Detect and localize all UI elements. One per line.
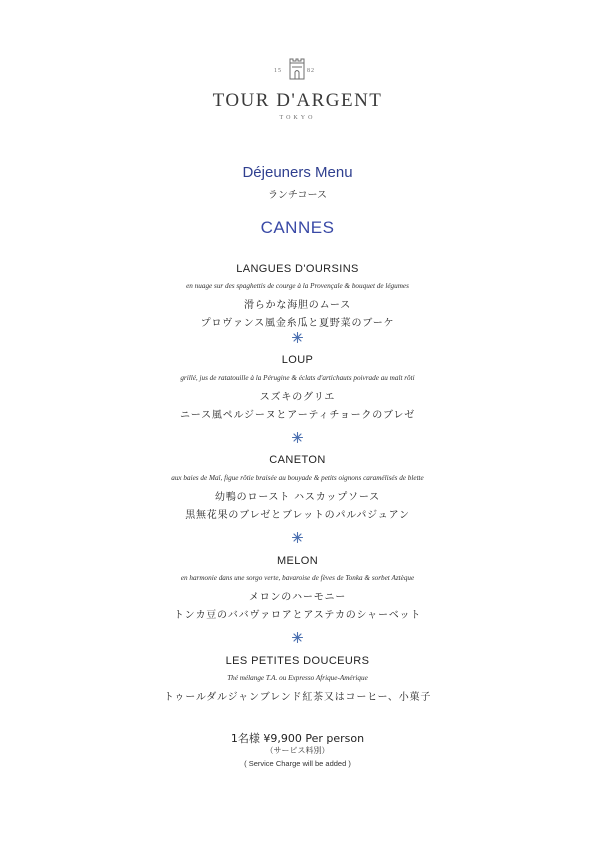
dish-detail-jp: トンカ豆のババヴァロアとアステカのシャーベット [173, 610, 422, 621]
dish-title: LANGUES D'OURSINS [236, 263, 359, 275]
dish-description: Thé mélange T.A. ou Expresso Afrique-Amérique [227, 674, 368, 682]
dish-title: LOUP [281, 354, 314, 366]
restaurant-name: TOUR D'ARGENT [212, 90, 383, 111]
dish-name-jp: 滑らかな海胆のムース [244, 300, 351, 311]
price-line: 1名様 ¥9,900 Per person [230, 732, 365, 745]
dish-description: en harmonie dans une sorgo verte, bavaroise de fèves de Tonka & sorbet Aztèque [180, 574, 415, 582]
service-charge-note-jp: （サービス料別） [265, 746, 330, 755]
menu-title-jp: ランチコース [267, 190, 328, 201]
dish-name-jp: メロンのハーモニー [248, 592, 347, 603]
dish-description: grillé, jus de ratatouille à la Pérugine & éclats d'artichauts poivrade au malt rôti [180, 374, 415, 382]
dish-detail-jp: 黒無花果のブレゼとブレットのパルパジュアン [185, 510, 410, 521]
dish-title: CANETON [269, 454, 326, 466]
dish-detail-jp: プロヴァンス風金糸瓜と夏野菜のブーケ [200, 318, 395, 329]
dish-detail-jp: ニース風ペルジーヌとアーティチョークのブレゼ [179, 410, 416, 421]
dish-title: LES PETITES DOUCEURS [225, 655, 370, 667]
restaurant-city: TOKYO [279, 115, 316, 121]
logo-year-right: 82 [307, 68, 315, 74]
snowflake-separator-icon [292, 632, 303, 643]
snowflake-separator-icon [292, 532, 303, 543]
logo-year-left: 15 [274, 68, 282, 74]
snowflake-separator-icon [292, 432, 303, 443]
snowflake-separator-icon [292, 332, 303, 343]
dish-description: en nuage sur des spaghettis de courge à la Provençale & bouquet de légumes [186, 282, 409, 290]
menu-title: Déjeuners Menu [242, 164, 353, 181]
dish-title: MELON [276, 555, 319, 567]
course-name: CANNES [260, 218, 335, 237]
dish-name-jp: トゥールダルジャンブレンド紅茶又はコーヒー、小菓子 [163, 692, 432, 703]
dish-description: aux baies de Maï, figue rôtie braisée au bouyade & petits oignons caramélisés de blette [171, 474, 424, 482]
dish-name-jp: 幼鴨のロースト ハスカップソース [215, 492, 380, 503]
service-charge-note-en: ( Service Charge will be added ) [244, 759, 351, 768]
dish-name-jp: スズキのグリエ [259, 392, 336, 403]
